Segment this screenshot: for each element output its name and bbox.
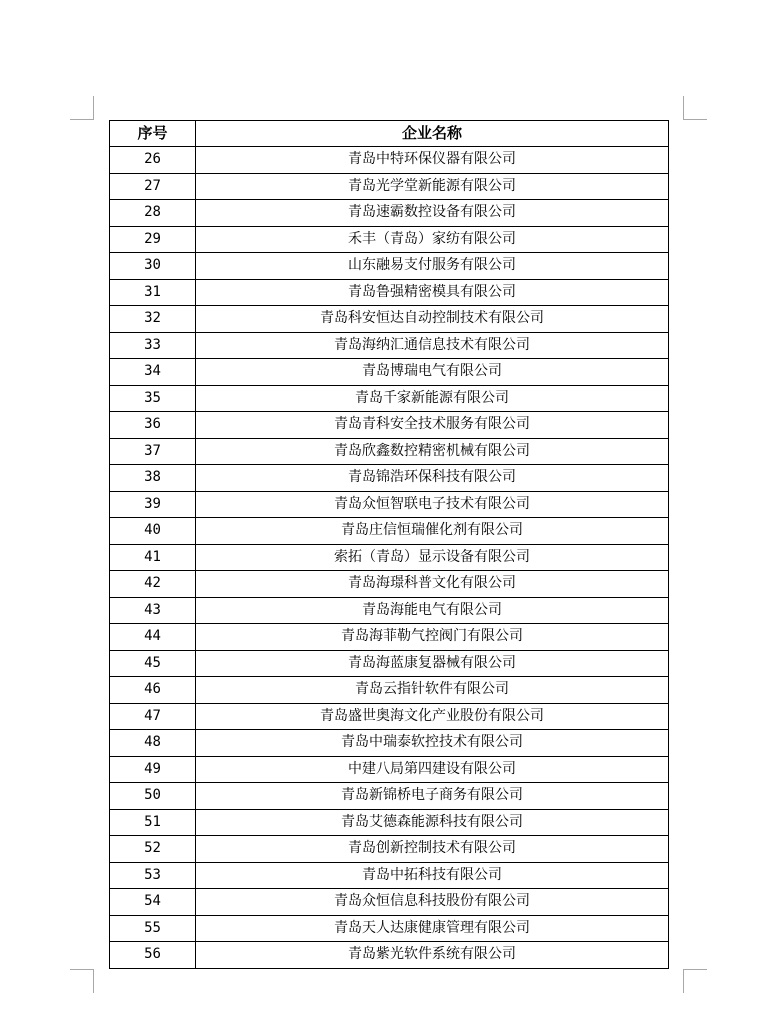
row-index: 30 (110, 253, 196, 280)
table-row (110, 624, 669, 651)
row-company-name: 青岛海菲勒气控阀门有限公司 (196, 624, 669, 651)
table-row (110, 597, 669, 624)
table-row (110, 173, 669, 200)
table-row (110, 783, 669, 810)
row-index: 43 (110, 597, 196, 624)
row-index: 33 (110, 332, 196, 359)
row-index: 35 (110, 385, 196, 412)
row-index: 51 (110, 809, 196, 836)
row-index: 38 (110, 465, 196, 492)
row-index: 52 (110, 836, 196, 863)
table-row (110, 465, 669, 492)
row-company-name: 青岛海能电气有限公司 (196, 597, 669, 624)
table-row (110, 226, 669, 253)
table-row (110, 385, 669, 412)
table-row (110, 809, 669, 836)
row-company-name: 青岛博瑞电气有限公司 (196, 359, 669, 386)
row-index: 40 (110, 518, 196, 545)
header-index: 序号 (110, 121, 196, 147)
crop-mark-line (683, 119, 707, 120)
row-company-name: 青岛盛世奥海文化产业股份有限公司 (196, 703, 669, 730)
row-index: 50 (110, 783, 196, 810)
row-company-name: 青岛科安恒达自动控制技术有限公司 (196, 306, 669, 333)
row-index: 31 (110, 279, 196, 306)
row-index: 45 (110, 650, 196, 677)
row-company-name: 青岛中瑞泰软控技术有限公司 (196, 730, 669, 757)
row-company-name: 青岛中特环保仪器有限公司 (196, 147, 669, 174)
crop-mark-line (93, 96, 94, 120)
row-index: 54 (110, 889, 196, 916)
crop-mark-line (70, 119, 94, 120)
row-index: 55 (110, 915, 196, 942)
row-index: 34 (110, 359, 196, 386)
row-company-name: 青岛中拓科技有限公司 (196, 862, 669, 889)
crop-mark-line (70, 969, 94, 970)
row-company-name: 禾丰（青岛）家纺有限公司 (196, 226, 669, 253)
table-row (110, 915, 669, 942)
row-index: 41 (110, 544, 196, 571)
company-list-table-container (109, 120, 668, 969)
crop-mark-line (683, 969, 684, 993)
row-index: 32 (110, 306, 196, 333)
row-index: 39 (110, 491, 196, 518)
table-row (110, 650, 669, 677)
table-row (110, 200, 669, 227)
row-company-name: 山东融易支付服务有限公司 (196, 253, 669, 280)
table-row (110, 518, 669, 545)
crop-mark-line (683, 96, 684, 120)
header-company-name: 企业名称 (196, 121, 669, 147)
table-row (110, 942, 669, 969)
row-company-name: 青岛速霸数控设备有限公司 (196, 200, 669, 227)
row-company-name: 青岛创新控制技术有限公司 (196, 836, 669, 863)
row-index: 37 (110, 438, 196, 465)
row-company-name: 中建八局第四建设有限公司 (196, 756, 669, 783)
row-company-name: 青岛青科安全技术服务有限公司 (196, 412, 669, 439)
table-row (110, 544, 669, 571)
row-index: 47 (110, 703, 196, 730)
row-index: 56 (110, 942, 196, 969)
row-company-name: 青岛艾德森能源科技有限公司 (196, 809, 669, 836)
row-index: 44 (110, 624, 196, 651)
crop-mark-line (683, 969, 707, 970)
table-row (110, 571, 669, 598)
row-company-name: 青岛天人达康健康管理有限公司 (196, 915, 669, 942)
table-row (110, 491, 669, 518)
row-company-name: 青岛紫光软件系统有限公司 (196, 942, 669, 969)
table-row (110, 677, 669, 704)
row-company-name: 青岛光学堂新能源有限公司 (196, 173, 669, 200)
row-company-name: 青岛欣鑫数控精密机械有限公司 (196, 438, 669, 465)
row-company-name: 青岛海蓝康复器械有限公司 (196, 650, 669, 677)
row-index: 36 (110, 412, 196, 439)
row-company-name: 青岛锦浩环保科技有限公司 (196, 465, 669, 492)
row-company-name: 青岛千家新能源有限公司 (196, 385, 669, 412)
row-company-name: 青岛众恒信息科技股份有限公司 (196, 889, 669, 916)
row-company-name: 索拓（青岛）显示设备有限公司 (196, 544, 669, 571)
row-company-name: 青岛云指针软件有限公司 (196, 677, 669, 704)
table-row (110, 332, 669, 359)
row-index: 48 (110, 730, 196, 757)
table-header-row (110, 121, 669, 147)
row-index: 29 (110, 226, 196, 253)
table-row (110, 730, 669, 757)
table-row (110, 703, 669, 730)
row-company-name: 青岛鲁强精密模具有限公司 (196, 279, 669, 306)
table-row (110, 756, 669, 783)
row-index: 26 (110, 147, 196, 174)
table-row (110, 306, 669, 333)
table-row (110, 862, 669, 889)
row-company-name: 青岛庄信恒瑞催化剂有限公司 (196, 518, 669, 545)
row-company-name: 青岛海纳汇通信息技术有限公司 (196, 332, 669, 359)
crop-mark-line (93, 969, 94, 993)
row-index: 49 (110, 756, 196, 783)
table-row (110, 359, 669, 386)
table-row (110, 253, 669, 280)
table-row (110, 889, 669, 916)
table-row (110, 438, 669, 465)
table-row (110, 279, 669, 306)
row-company-name: 青岛众恒智联电子技术有限公司 (196, 491, 669, 518)
row-company-name: 青岛新锦桥电子商务有限公司 (196, 783, 669, 810)
table-row (110, 412, 669, 439)
table-row (110, 836, 669, 863)
row-index: 46 (110, 677, 196, 704)
row-index: 28 (110, 200, 196, 227)
row-index: 27 (110, 173, 196, 200)
row-company-name: 青岛海璟科普文化有限公司 (196, 571, 669, 598)
company-list-table (109, 120, 669, 969)
table-body (110, 147, 669, 969)
row-index: 53 (110, 862, 196, 889)
row-index: 42 (110, 571, 196, 598)
table-row (110, 147, 669, 174)
